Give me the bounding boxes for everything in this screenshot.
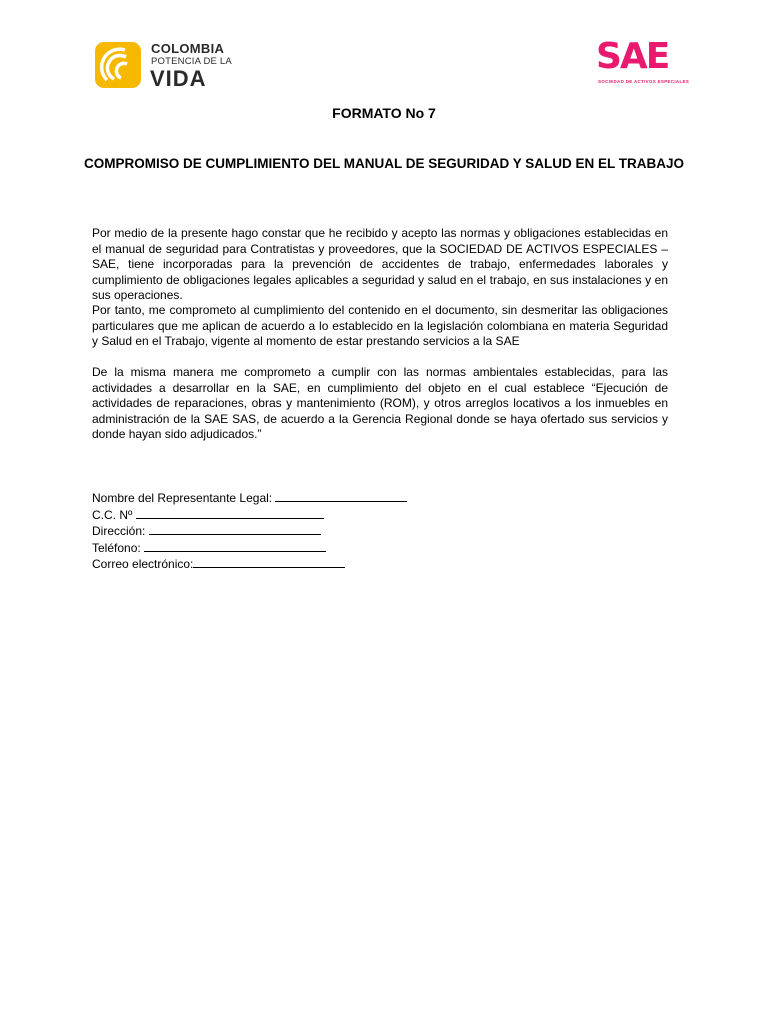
- logo-mark-icon: [95, 42, 141, 88]
- field-cc: [92, 507, 407, 524]
- field-label: C.C. Nº: [92, 507, 136, 522]
- sae-logo: [596, 36, 690, 88]
- logo-text-colombia: COLOMBIA: [151, 41, 225, 56]
- paragraph-1: Por medio de la presente hago constar que he recibido y acepto las normas y obligaciones establecidas en el manual de seguridad para Contratistas y proveedores, que la SOCIEDAD DE ACTIVOS ESPECIALES – SAE, tiene incorporadas para la prevención de accidentes de trabajo, enfermedades laborales y cumplimiento de obligaciones legales aplicables a seguridad y salud en el trabajo, en sus instalaciones y en sus operaciones.: [92, 226, 668, 302]
- field-label: Dirección:: [92, 524, 149, 538]
- blank-line[interactable]: [149, 523, 321, 535]
- paragraph-3: De la misma manera me comprometo a cumplir con las normas ambientales establecidas, para las actividades a desarrollar en la SAE, en cumplimiento del objeto en el cual establece “Ejecución de actividades de reparaciones, obras y mantenimiento (ROM), y otros arreglos locativos a los inmuebles en administración de la SAE SAS, de acuerdo a la Gerencia Regional donde se haya ofertado sus servicios y donde hayan sido adjudicados.”: [92, 365, 668, 441]
- blank-line[interactable]: [136, 507, 324, 519]
- field-label: Nombre del Representante Legal:: [92, 491, 276, 505]
- signature-fields: [92, 490, 407, 573]
- sae-logo-tagline: SOCIEDAD DE ACTIVOS ESPECIALES: [598, 79, 690, 84]
- field-telefono: [92, 540, 407, 557]
- field-label: Correo electrónico:: [92, 557, 194, 571]
- logo-text-potencia: POTENCIA DE LA: [151, 56, 232, 67]
- colombia-potencia-de-la-vida-logo: [93, 40, 233, 92]
- paragraph-2: Por tanto, me comprometo al cumplimiento del contenido en el documento, sin desmeritar las obligaciones particulares que me aplican de acuerdo a lo establecido en la legislación colombiana en materia Seguridad y Salud en el Trabajo, vigente al momento de estar prestando servicios a la SAE: [92, 303, 668, 348]
- blank-line[interactable]: [193, 556, 345, 568]
- document-title: COMPROMISO DE CUMPLIMIENTO DEL MANUAL DE SEGURIDAD Y SALUD EN EL TRABAJO: [83, 156, 685, 171]
- format-title: FORMATO No 7: [332, 105, 436, 121]
- field-direccion: [92, 523, 407, 540]
- blank-line[interactable]: [275, 490, 407, 502]
- sae-logo-word: SAE: [596, 36, 669, 77]
- field-label: Teléfono:: [92, 540, 145, 555]
- field-representante-legal: [92, 490, 407, 507]
- blank-line[interactable]: [144, 540, 326, 552]
- logo-text-vida: VIDA: [150, 66, 207, 91]
- field-correo: [92, 556, 407, 573]
